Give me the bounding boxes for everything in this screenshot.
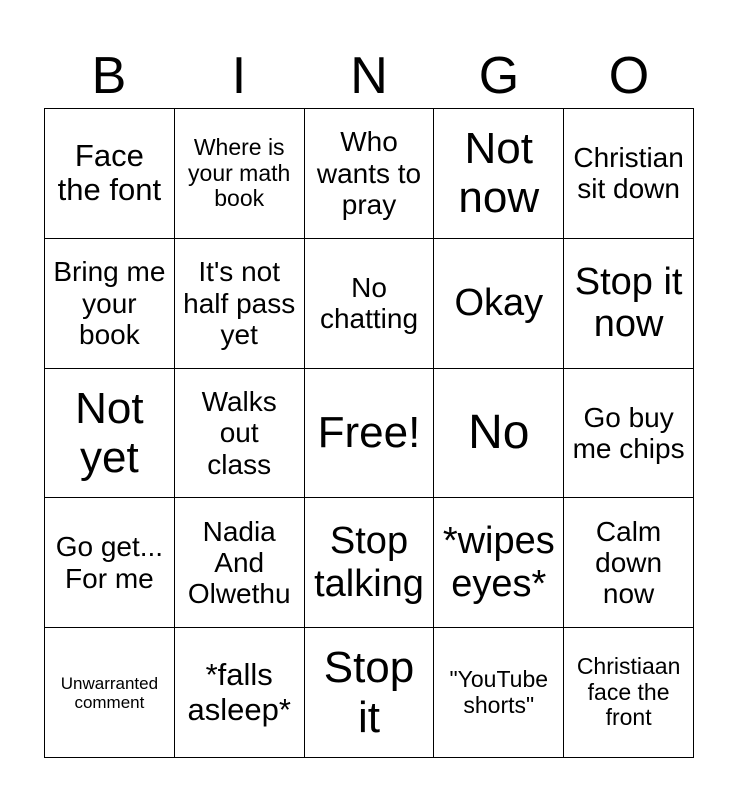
bingo-cell[interactable] [564,628,694,758]
bingo-cell[interactable] [434,109,564,239]
bingo-cell[interactable] [434,239,564,369]
cell-text: It's not half pass yet [183,256,296,350]
cell-text: Face the font [57,137,162,208]
header-letter-i: I [231,47,247,105]
cell-text: Christian sit down [573,142,684,205]
cell-text: No chatting [319,271,419,335]
bingo-cell[interactable] [45,239,175,369]
cell-text: Stop it [323,643,415,742]
header-letter-b: B [91,47,127,105]
cell-text: Okay [454,281,544,324]
cell-text: Christiaan face the front [576,652,681,731]
cell-text: Go buy me chips [572,401,685,464]
bingo-cell[interactable] [434,628,564,758]
header-letter-n: N [350,47,388,105]
cell-text: "YouTube shorts" [449,665,549,718]
bingo-cell[interactable] [564,109,694,239]
cell-text: Unwarranted comment [60,673,159,712]
cell-text: Nadia And Olwethu [187,515,291,610]
cell-text: Go get... For me [55,531,164,594]
bingo-cell[interactable] [564,369,694,499]
bingo-cell[interactable] [434,498,564,628]
bingo-cell[interactable] [45,498,175,628]
bingo-cell[interactable] [175,628,305,758]
bingo-cell[interactable] [45,369,175,499]
cell-text: Walks out class [201,385,277,480]
bingo-header [44,46,694,106]
bingo-cell[interactable] [175,369,305,499]
bingo-cell[interactable] [305,498,435,628]
bingo-cell[interactable] [305,109,435,239]
cell-text: Who wants to pray [316,126,422,221]
bingo-cell[interactable] [45,628,175,758]
cell-text: Stop it now [574,260,683,346]
header-letter-g: G [478,47,520,105]
cell-text: Not now [458,124,540,223]
bingo-cell[interactable] [45,109,175,239]
cell-text: *falls asleep* [187,656,291,727]
bingo-cell[interactable] [564,239,694,369]
cell-text: No [468,406,530,460]
bingo-cell[interactable] [175,239,305,369]
bingo-cell[interactable] [305,628,435,758]
bingo-cell[interactable] [305,369,435,499]
cell-text: Stop talking [314,520,424,605]
cell-text: Free! [317,408,421,458]
bingo-cell[interactable] [175,498,305,628]
bingo-board [44,108,694,758]
cell-text: Where is your math book [188,133,291,212]
cell-text: Calm down now [595,515,663,610]
bingo-cell[interactable] [434,369,564,499]
cell-text: Bring me your book [53,256,166,350]
bingo-cell[interactable] [305,239,435,369]
header-letter-o: O [608,47,650,105]
bingo-cell[interactable] [175,109,305,239]
cell-text: Not yet [75,383,144,482]
bingo-cell[interactable] [564,498,694,628]
cell-text: *wipes eyes* [442,520,555,605]
